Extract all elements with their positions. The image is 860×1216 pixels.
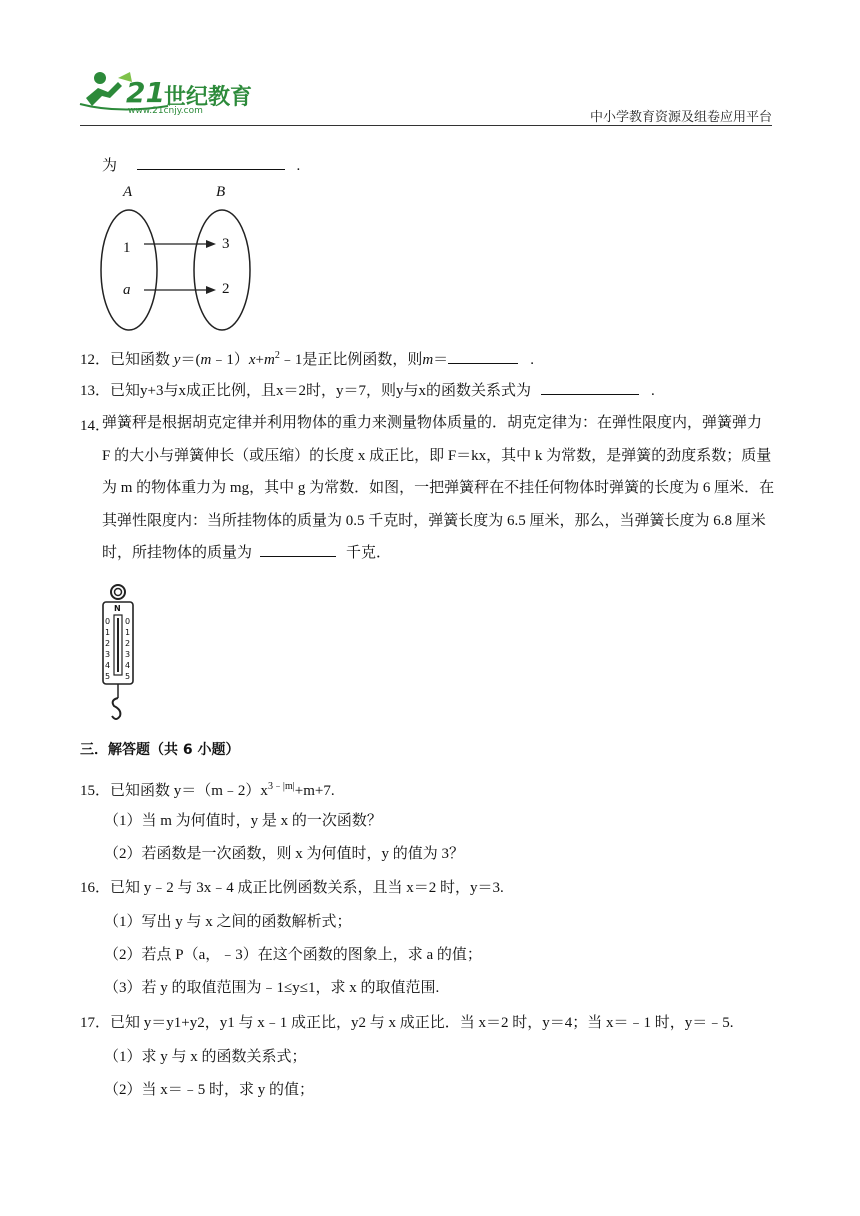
question-17 bbox=[80, 1012, 733, 1034]
scale-ticks-left bbox=[105, 616, 110, 682]
set-a-label: A bbox=[123, 184, 133, 200]
q14-line-2: F 的大小与弹簧伸长（或压缩）的长度 x 成正比，即 F＝kx，其中 k 为常数，是弹簧的劲度系数；质量 bbox=[102, 447, 772, 464]
q15-exponent: 3﹣|m| bbox=[267, 781, 295, 792]
q12-eq: ＝ bbox=[433, 352, 449, 368]
tick-3-r: 3 bbox=[125, 650, 131, 659]
q11-prefix: 为 bbox=[102, 158, 118, 174]
q16-number: 16． bbox=[80, 880, 111, 896]
q17-number: 17． bbox=[80, 1015, 111, 1031]
mapping-diagram-svg bbox=[98, 182, 258, 334]
q17-sub-2: （2）当 x＝﹣5 时，求 y 的值； bbox=[104, 1082, 315, 1098]
question-14-body bbox=[102, 407, 778, 570]
set-b-element-1: 3 bbox=[222, 236, 230, 252]
set-b-element-2: 2 bbox=[222, 281, 230, 297]
question-13 bbox=[80, 380, 655, 402]
set-a-element-1: 1 bbox=[123, 240, 131, 256]
logo bbox=[78, 68, 253, 123]
q14-number: 14． bbox=[80, 418, 111, 434]
set-b-label: B bbox=[216, 184, 226, 200]
q12-minus1: ﹣1） bbox=[211, 352, 249, 368]
q15-text: 已知函数 y＝（m﹣2）x bbox=[110, 783, 268, 799]
q12-end: . bbox=[530, 352, 534, 368]
tick-3: 3 bbox=[105, 650, 111, 659]
q12-number: 12． bbox=[80, 352, 111, 368]
q14-line-1: 弹簧秤是根据胡克定律并利用物体的重力来测量物体质量的．胡克定律为：在弹性限度内，弹簧弹力 bbox=[102, 415, 763, 431]
q14-line-5 bbox=[102, 537, 778, 570]
q12-sq: 2 bbox=[274, 350, 280, 361]
q13-number: 13． bbox=[80, 383, 111, 399]
mapping-diagram bbox=[98, 182, 258, 339]
q17-sub-1: （1）求 y 与 x 的函数关系式； bbox=[104, 1049, 307, 1065]
q15-sub-2: （2）若函数是一次函数，则 x 为何值时，y 的值为 3？ bbox=[104, 846, 465, 862]
q15-number: 15． bbox=[80, 783, 111, 799]
q14-answer-blank bbox=[260, 542, 336, 557]
q12-tail: ﹣1是正比例函数，则 bbox=[279, 352, 423, 368]
q16-text: 已知 y﹣2 与 3x﹣4 成正比例函数关系，且当 x＝2 时，y＝3. bbox=[110, 880, 504, 896]
q16-sub-3: （3）若 y 的取值范围为﹣1≤y≤1，求 x 的取值范围. bbox=[104, 980, 440, 996]
q11-end: . bbox=[296, 158, 301, 174]
scale-ticks-right bbox=[125, 616, 130, 682]
q14-line-3: 为 m 的物体重力为 mg，其中 g 为常数．如图，一把弹簧秤在不挂任何物体时弹簧的长度为 6 厘米．在 bbox=[102, 480, 775, 496]
q14-l5-text: 时，所挂物体的质量为 bbox=[102, 545, 253, 561]
set-a-element-2: a bbox=[123, 282, 131, 298]
question-12: 12．已知函数 $y=(m﹣1)x+m^2﹣1$是正比例函数，则m＝ . bbox=[80, 350, 534, 368]
section-3-heading: 三．解答题（共 6 小题） bbox=[80, 742, 240, 758]
tick-0-r: 0 bbox=[125, 617, 131, 626]
tick-4-r: 4 bbox=[125, 661, 131, 670]
logo-number: 21 bbox=[126, 76, 165, 109]
q12-plus: + bbox=[255, 352, 264, 368]
q17-text: 已知 y＝y1+y2，y1 与 x﹣1 成正比，y2 与 x 成正比．当 x＝2 时，y＝4；当 x＝﹣1 时，y＝﹣5. bbox=[110, 1015, 734, 1031]
q12-x: x bbox=[248, 352, 256, 368]
header-divider bbox=[80, 125, 772, 126]
question-16 bbox=[80, 877, 504, 899]
q13-answer-blank bbox=[541, 380, 639, 395]
tick-1: 1 bbox=[105, 628, 111, 637]
q12-y: y bbox=[173, 352, 181, 368]
q11-tail bbox=[102, 155, 300, 177]
q12-paren: ( bbox=[195, 352, 201, 368]
tick-2-r: 2 bbox=[125, 639, 131, 648]
scale-top-label: N bbox=[114, 604, 121, 613]
q13-end: . bbox=[650, 383, 655, 399]
q12-m3: m bbox=[422, 352, 434, 368]
q14-l5-unit: 千克． bbox=[346, 545, 392, 561]
logo-url: www.21cnjy.com bbox=[128, 106, 203, 116]
tick-1-r: 1 bbox=[125, 628, 131, 637]
question-15 bbox=[80, 776, 335, 802]
q16-sub-2: （2）若点 P（a，﹣3）在这个函数的图象上，求 a 的值； bbox=[104, 947, 482, 963]
q12-answer-blank bbox=[448, 349, 518, 364]
q12-text: 已知函数 bbox=[110, 352, 171, 368]
logo-text: 世纪教育 bbox=[164, 85, 253, 110]
tick-2: 2 bbox=[105, 639, 111, 648]
q12-m: m bbox=[200, 352, 212, 368]
tick-4: 4 bbox=[105, 661, 111, 670]
q14-line-4: 其弹性限度内：当所挂物体的质量为 0.5 千克时，弹簧长度为 6.5 厘米，那么，当弹簧长度为 6.8 厘米 bbox=[102, 512, 766, 529]
tick-5-r: 5 bbox=[125, 672, 131, 681]
q11-answer-blank bbox=[137, 155, 285, 170]
tick-5: 5 bbox=[105, 672, 111, 681]
q15-sub-1: （1）当 m 为何值时，y 是 x 的一次函数？ bbox=[104, 813, 382, 829]
q15-text-end: +m+7. bbox=[294, 783, 335, 799]
q12-m2: m bbox=[263, 352, 275, 368]
q13-text: 已知y+3与x成正比例，且x＝2时，y＝7，则y与x的函数关系式为 bbox=[110, 383, 531, 399]
q16-sub-1: （1）写出 y 与 x 之间的函数解析式； bbox=[104, 914, 352, 930]
platform-name: 中小学教育资源及组卷应用平台 bbox=[590, 110, 773, 125]
tick-0: 0 bbox=[105, 617, 111, 626]
spring-scale-figure bbox=[100, 582, 140, 729]
